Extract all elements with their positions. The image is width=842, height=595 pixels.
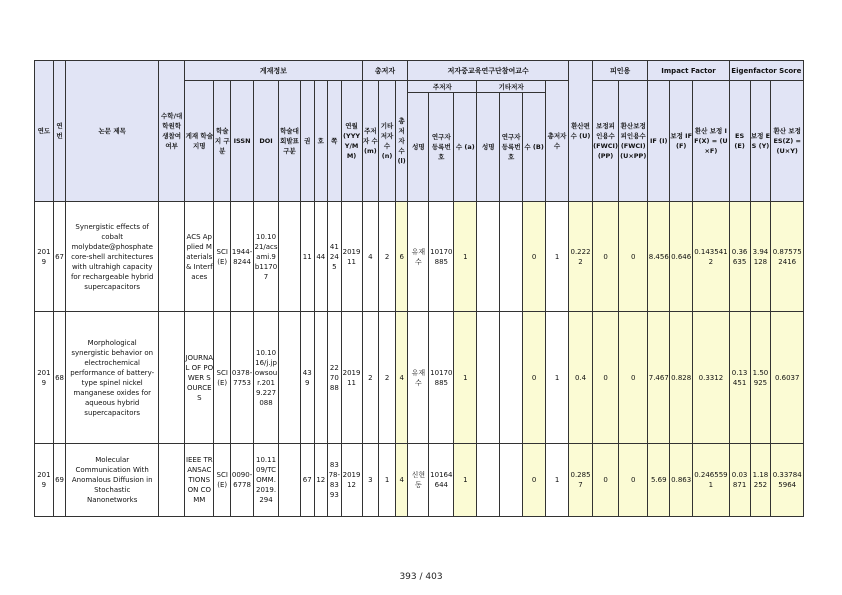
cell-name1: 유재수	[408, 202, 429, 312]
cell-aff	[279, 444, 301, 517]
cell-y: 3.94128	[750, 202, 771, 312]
header-div: 학술지 구분	[214, 81, 231, 202]
cell-reg1: 10170885	[429, 202, 454, 312]
cell-div: SCI(E)	[214, 444, 231, 517]
table-row	[35, 202, 804, 312]
cell-title: Molecular Communication With Anomalous Diffusion in Stochastic Nanonetworks	[66, 444, 159, 517]
cell-doi: 10.1016/j.jpowsour.2019.227088	[254, 312, 279, 444]
cell-name1: 유재수	[408, 312, 429, 444]
table-row	[35, 312, 804, 444]
cell-title: Synergistic effects of cobalt molybdate@phosphate core-shell architectures with ultrahigh capacity for rechargeable hybrid supercapacitors	[66, 202, 159, 312]
cell-reg1: 10164644	[429, 444, 454, 517]
header-reg1: 연구자 등록번호	[429, 93, 454, 202]
header-bes: 보정 ES (Y)	[750, 81, 771, 202]
cell-f: 0.828	[670, 312, 693, 444]
cell-issue: 44	[314, 202, 328, 312]
cell-page: 41245	[328, 202, 342, 312]
cell-seq: 68	[53, 312, 66, 444]
cell-name2	[477, 444, 500, 517]
cell-l: 4	[395, 444, 408, 517]
header-n-other: 기타 저자 수 (n)	[379, 81, 396, 202]
cell-b: 0	[523, 202, 546, 312]
cell-issn: 0090-6778	[231, 444, 254, 517]
header-n-total: 총 저자 수 (l)	[395, 81, 408, 202]
cell-journal: IEEE TRANSACTIONS ON COMM	[185, 444, 214, 517]
cell-e: 0.13451	[729, 312, 750, 444]
cell-date: 2019 11	[341, 312, 362, 444]
table-row	[35, 444, 804, 517]
cell-y: 1.18252	[750, 444, 771, 517]
cell-l: 6	[395, 202, 408, 312]
cell-e: 0.36635	[729, 202, 750, 312]
cell-vol: 439	[300, 312, 314, 444]
cell-total: 1	[546, 202, 569, 312]
cell-year: 2019	[35, 202, 54, 312]
research-output-table	[34, 60, 804, 517]
cell-issn: 0378-7753	[231, 312, 254, 444]
cell-issue: 12	[314, 444, 328, 517]
cell-x: 0.2465591	[693, 444, 730, 517]
header-pi-group: 피인용	[593, 61, 648, 81]
cell-e: 0.03871	[729, 444, 750, 517]
header-name2: 성명	[477, 93, 500, 202]
header-bif: 보정 IF (F)	[670, 81, 693, 202]
header-total-authors: 총저자수	[546, 81, 569, 202]
cell-x: 0.1435412	[693, 202, 730, 312]
cell-year: 2019	[35, 444, 54, 517]
header-name1: 성명	[408, 93, 429, 202]
cell-type	[159, 444, 185, 517]
cell-journal: ACS Applied Materials & Interfaces	[185, 202, 214, 312]
cell-b: 0	[523, 312, 546, 444]
cell-seq: 69	[53, 444, 66, 517]
header-journal: 게재 학술지명	[185, 81, 214, 202]
cell-vol: 11	[300, 202, 314, 312]
header-issn: ISSN	[231, 81, 254, 202]
cell-issn: 1944-8244	[231, 202, 254, 312]
cell-pp: 0	[593, 312, 619, 444]
cell-m: 3	[362, 444, 379, 517]
cell-vol: 67	[300, 444, 314, 517]
cell-m: 4	[362, 202, 379, 312]
header-other-author: 기타저자	[477, 81, 546, 93]
header-conv-if: 환산 보정 IF(X) = (U×F)	[693, 81, 730, 202]
cell-reg1: 10170885	[429, 312, 454, 444]
cell-upp: 0	[619, 312, 648, 444]
cell-page: 8378-8393	[328, 444, 342, 517]
cell-journal: JOURNAL OF POWER SOURCES	[185, 312, 214, 444]
header-es: ES (E)	[729, 81, 750, 202]
header-members-group: 저자중교육연구단참여교수	[408, 61, 569, 81]
header-type: 수학/대학원학생참여여부	[159, 61, 185, 202]
cell-seq: 67	[53, 202, 66, 312]
cell-total: 1	[546, 444, 569, 517]
header-if-group: Impact Factor	[648, 61, 729, 81]
cell-title: Morphological synergistic behavior on electrochemical performance of battery-type spinel nickel manganese oxides for aqueous hybrid supercapacitors	[66, 312, 159, 444]
cell-aff	[279, 312, 301, 444]
cell-date: 2019 11	[341, 202, 362, 312]
cell-a: 1	[454, 312, 477, 444]
cell-y: 1.50925	[750, 312, 771, 444]
cell-z: 0.875752416	[771, 202, 804, 312]
cell-u: 0.2222	[569, 202, 593, 312]
cell-upp: 0	[619, 202, 648, 312]
header-pi: 보정피인용수 (FWCI) (PP)	[593, 81, 619, 202]
cell-u: 0.2857	[569, 444, 593, 517]
cell-n: 2	[379, 312, 396, 444]
cell-name2	[477, 202, 500, 312]
header-year: 연도	[35, 61, 54, 202]
header-reg2: 연구자 등록번호	[500, 93, 523, 202]
header-author-group: 총저자	[362, 61, 408, 81]
cell-doi: 10.1021/acsami.9b11707	[254, 202, 279, 312]
cell-type	[159, 202, 185, 312]
header-es-group: Eigenfactor Score	[729, 61, 803, 81]
cell-z: 0.337845964	[771, 444, 804, 517]
header-if: IF (I)	[648, 81, 670, 202]
header-conv-pi: 환산보정피인용수 (FWCI) (U×PP)	[619, 81, 648, 202]
header-n-main: 주저자 수 (m)	[362, 81, 379, 202]
cell-f: 0.646	[670, 202, 693, 312]
cell-a: 1	[454, 444, 477, 517]
cell-n: 1	[379, 444, 396, 517]
cell-type	[159, 312, 185, 444]
page-number: 393 / 403	[399, 572, 443, 582]
cell-b: 0	[523, 444, 546, 517]
header-cnt1: 수 (a)	[454, 93, 477, 202]
cell-aff	[279, 202, 301, 312]
header-doi: DOI	[254, 81, 279, 202]
cell-div: SCI(E)	[214, 202, 231, 312]
cell-i: 5.69	[648, 444, 670, 517]
cell-name1: 신현동	[408, 444, 429, 517]
cell-page: 227088	[328, 312, 342, 444]
cell-i: 7.467	[648, 312, 670, 444]
header-date: 연월 (YYYY/MM)	[341, 81, 362, 202]
cell-doi: 10.1109/TCOMM.2019.294	[254, 444, 279, 517]
cell-n: 2	[379, 202, 396, 312]
header-conv: 환산편수 (U)	[569, 61, 593, 202]
cell-pp: 0	[593, 202, 619, 312]
cell-name2	[477, 312, 500, 444]
cell-reg2	[500, 444, 523, 517]
cell-a: 1	[454, 202, 477, 312]
cell-u: 0.4	[569, 312, 593, 444]
cell-l: 4	[395, 312, 408, 444]
cell-reg2	[500, 312, 523, 444]
cell-issue	[314, 312, 328, 444]
cell-z: 0.6037	[771, 312, 804, 444]
cell-f: 0.863	[670, 444, 693, 517]
cell-reg2	[500, 202, 523, 312]
cell-date: 2019 12	[341, 444, 362, 517]
header-page: 쪽	[328, 81, 342, 202]
header-vol: 권	[300, 81, 314, 202]
header-cnt2: 수 (B)	[523, 93, 546, 202]
cell-x: 0.3312	[693, 312, 730, 444]
cell-year: 2019	[35, 312, 54, 444]
header-main-author: 주저자	[408, 81, 477, 93]
cell-m: 2	[362, 312, 379, 444]
header-seq: 연번	[53, 61, 66, 202]
cell-total: 1	[546, 312, 569, 444]
header-title: 논문 제목	[66, 61, 159, 202]
header-aff: 학술대회발표 구분	[279, 81, 301, 202]
cell-i: 8.456	[648, 202, 670, 312]
cell-upp: 0	[619, 444, 648, 517]
header-pub-group: 게재정보	[185, 61, 362, 81]
header-conv-es: 환산 보정 ES(Z) =(U×Y)	[771, 81, 804, 202]
header-issue: 호	[314, 81, 328, 202]
cell-div: SCI(E)	[214, 312, 231, 444]
cell-pp: 0	[593, 444, 619, 517]
